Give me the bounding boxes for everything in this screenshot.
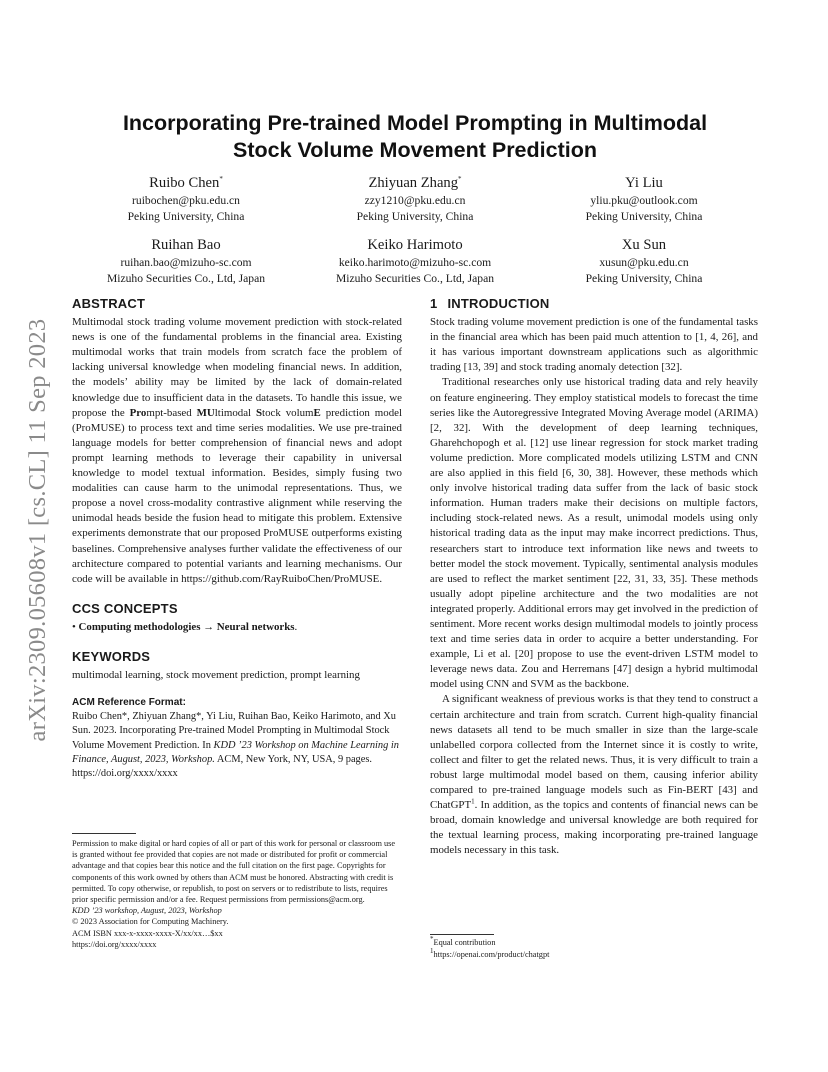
footnote-divider [430, 934, 494, 935]
permission-notice [72, 838, 402, 950]
title-line-1: Incorporating Pre-trained Model Prompting in Multimodal [122, 111, 708, 135]
introduction-heading [430, 296, 758, 311]
permission-text: Permission to make digital or hard copies of all or part of this work for personal or classroom use is granted without fee provided that copies are not made or distributed for profit or commercial advantage and that copies bear this notice and the full citation on the first page. Copyrights for components of this work owned by others than ACM must be honored. Abstracting with credit is permitted. To copy otherwise, or republish, to post on servers or to redistribute to lists, requires prior specific permission and/or a fee. Request permissions from permissions@acm.org. [72, 839, 396, 905]
author-name: Xu Sun [621, 237, 667, 253]
author-email: ruibochen@pku.edu.cn [132, 194, 240, 207]
footnote-1: *Equal contribution [430, 935, 496, 947]
permission-divider [72, 833, 136, 834]
author-name: Keiko Harimoto [367, 237, 463, 253]
author-name: Zhiyuan Zhang [368, 175, 459, 191]
doi-line: https://doi.org/xxxx/xxxx [72, 939, 157, 949]
author-email: yliu.pku@outlook.com [590, 194, 698, 207]
title-line-2: Stock Volume Movement Prediction [233, 138, 597, 162]
author-3 [530, 174, 758, 225]
author-email: xusun@pku.edu.cn [599, 256, 689, 269]
author-email: ruihan.bao@mizuho-sc.com [120, 256, 252, 269]
keywords-text: multimodal learning, stock movement prediction, prompt learning [72, 669, 360, 682]
permission-venue: KDD ’23 workshop, August, 2023, Workshop [72, 906, 222, 916]
author-2 [301, 174, 529, 225]
copyright-line: © 2023 Association for Computing Machinery. [72, 917, 229, 927]
isbn-line: ACM ISBN xxx-x-xxxx-xxxx-X/xx/xx…$xx [72, 928, 223, 938]
author-affiliation: Peking University, China [127, 210, 245, 223]
intro-paragraph-1: Stock trading volume movement prediction is one of the fundamental tasks in the financial area which has been paid much attention to [1, 4, 26], and it has various important downstream applications such as algorithmic trading [13, 39] and stock trading anomaly detection [32]. [430, 316, 758, 374]
keywords-heading: KEYWORDS [72, 648, 151, 664]
footnote-2: $^1$https://openai.com/product/chatgpt [430, 947, 550, 959]
section-number: 1 [430, 296, 438, 311]
author-6 [530, 236, 758, 287]
arxiv-stamp-text: arXiv:2309.05608v1 [cs.CL] 11 Sep 2023 [24, 318, 51, 742]
author-name: Yi Liu [625, 175, 663, 191]
abstract-text: Multimodal stock trading volume movement prediction with stock-related news is one of the fundamental problems in the financial area. Existing multimodal works that train models from scratch face the problem of lacking universal knowledge when modeling financial news. In addition, the models’ ability may be limited by the lack of domain-related knowledge due to insufficient data in the datasets. To handle this issue, we propose the Prompt-based MUltimodal Stock volumE prediction model (ProMUSE) to process text and time series modalities. We use pre-trained language models for better comprehension of financial news and adopt prompt learning methods to leverage their capability in universal knowledge to model textual information. Besides, simply fusing two modalities can cause harm to the unimodal representations. Thus, we propose a novel cross-modality contrastive alignment while reserving the unimodal heads beside the fusion head to mitigate this problem. Extensive experiments demonstrate that our proposed ProMUSE outperforms existing baselines. Comprehensive analyses further validate the effectiveness of our architecture compared to potential variants and learning mechanisms. Our code will be available in https://github.com/RayRuiboChen/ProMUSE. [72, 316, 402, 585]
intro-paragraph-2: Traditional researches only use historical trading data and rely heavily on feature engineering. They employ statistical models to forecast the time series like the Autoregressive Integrated Moving Average model (ARIMA) [2, 32]. With the development of deep learning techniques, Gharehchopogh et al. [12] use linear regression for stock market trading volume prediction. More complicated models utilizing LSTM and CNN are also applied in this field [6, 30, 38]. However, these methods which only involve historical trading data suffer from the lack of basic stock information. Human traders make their decisions on multiple factors, including stock-related news. As a result, unimodal models using only historical trading data as the input may make incorrect predictions. Thus, researchers start to introduce text information like news and tweets to better model the stock movement. Typically, sentimental analysis modules are used to reflect the market sentiment [22, 31, 33, 35]. These methods usually adopt pipeline architecture and the two modalities are not integrated properly. Additional errors may get involved in the prediction of sentiment. More recent works design multimodal models to jointly process text and time series data in order to acquire a better understanding. For example, Li et al. [20] propose to use the event-driven LSTM model to leverage news data. Zou and Herremans [47] design a hybrid multimodal model using CNN and SVM as the backbone. [430, 376, 758, 691]
author-4 [72, 236, 300, 287]
author-affiliation: Peking University, China [585, 272, 703, 285]
acm-reference-text: Ruibo Chen*, Zhiyuan Zhang*, Yi Liu, Ruihan Bao, Keiko Harimoto, and Xu Sun. 2023. Incorporating Pre-trained Model Prompting in Multimodal Stock Volume Movement Prediction. In KDD ’23 Workshop on Machine Learning in Finance, August, 2023, Workshop. ACM, New York, NY, USA, 9 pages. https://doi.org/xxxx/xxxx [72, 711, 399, 780]
abstract-heading: ABSTRACT [72, 296, 146, 311]
paper-title [72, 110, 758, 164]
author-5 [301, 236, 529, 287]
author-affiliation: Peking University, China [585, 210, 703, 223]
right-column [430, 296, 758, 858]
arxiv-stamp [18, 290, 58, 770]
ccs-concepts: • Computing methodologies → Neural networks. [72, 620, 298, 633]
author-affiliation: Mizuho Securities Co., Ltd, Japan [106, 272, 266, 285]
author-affiliation: Peking University, China [356, 210, 474, 223]
acm-reference-heading: ACM Reference Format: [72, 697, 186, 709]
footnote-ref: 1 [471, 797, 475, 806]
author-affiliation: Mizuho Securities Co., Ltd, Japan [335, 272, 495, 285]
author-mark: * [219, 175, 223, 184]
author-mark: * [458, 175, 462, 184]
author-email: keiko.harimoto@mizuho-sc.com [338, 256, 492, 269]
section-title: INTRODUCTION [447, 296, 550, 311]
ccs-heading: CCS CONCEPTS [72, 600, 178, 616]
author-name: Ruihan Bao [151, 237, 221, 253]
intro-paragraph-3: A significant weakness of previous works is that they tend to construct a certain architecture and train from scratch. Current high-quality financial news datasets all tend to be much smaller in size than the large-scale unlabelled corpora collected from the Internet since it is costly to write, collect and filter to get the related news. Thus, it is very difficult to train a robust large multimodal model based on them, causing inferior ability compared to pre-trained language models such as Fin-BERT [43] and ChatGPT$^1$. In addition, as the topics and contents of financial news can be broad, domain knowledge and universal knowledge are both required for the textual learning process, making incorporating pre-trained language models necessary in this task. [430, 693, 758, 857]
author-1 [72, 174, 300, 225]
left-column [72, 296, 402, 781]
author-email: zzy1210@pku.edu.cn [364, 194, 466, 207]
author-name: Ruibo Chen [149, 175, 220, 191]
